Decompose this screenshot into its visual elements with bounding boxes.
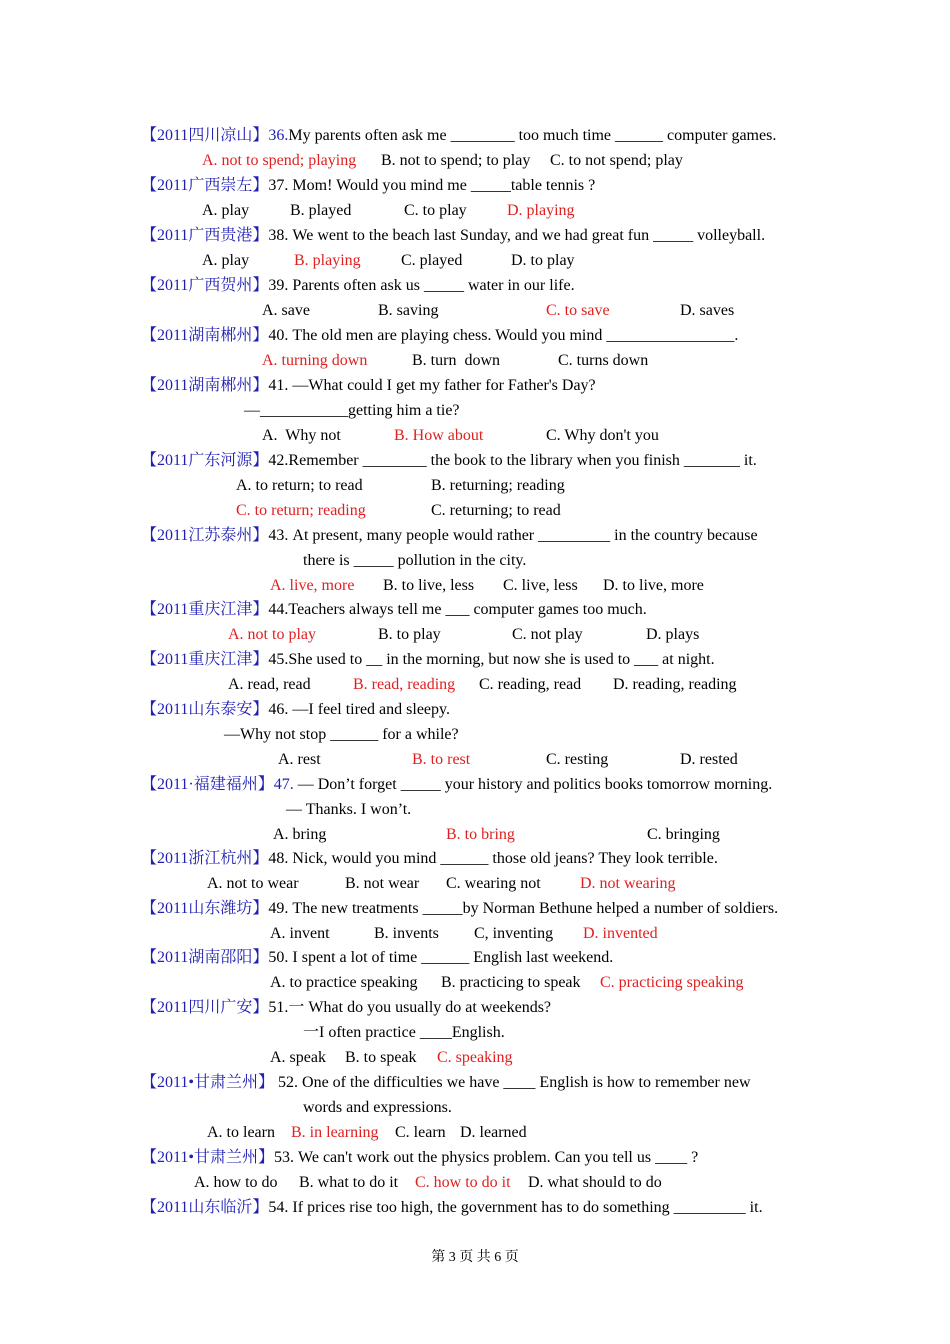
question-48-stem [141, 849, 718, 869]
question-text: 37. Mom! Would you mind me _____table tennis ? [268, 177, 596, 194]
question-source: 【2011江苏泰州】 [141, 527, 269, 544]
option: D. to live, more [603, 577, 704, 594]
option: C. turns down [558, 352, 649, 369]
question-source: 【2011•甘肃兰州】 [141, 1074, 275, 1091]
option: C. played [401, 252, 463, 269]
question-51-stem [141, 998, 551, 1018]
option: C. how to do it [415, 1174, 511, 1191]
option: B. to rest [412, 751, 471, 768]
option: C. not play [512, 626, 583, 643]
question-source: 【2011山东泰安】 [141, 701, 269, 718]
question-44-stem [141, 600, 647, 620]
option: A. not to spend; playing [202, 152, 357, 169]
question-47-stem [141, 775, 772, 795]
option: B. read, reading [353, 676, 456, 693]
option: D. not wearing [580, 875, 676, 892]
question-continuation: 一I often practice ____English. [303, 1024, 505, 1041]
option: A. speak [270, 1049, 326, 1066]
question-text: 46. —I feel tired and sleepy. [268, 701, 450, 718]
question-36-stem [141, 126, 776, 146]
question-text: — Don’t forget _____ your history and politics books tomorrow morning. [293, 776, 773, 793]
question-text: 38. We went to the beach last Sunday, and we had great fun _____ volleyball. [268, 227, 766, 244]
question-text: 44.Teachers always tell me ___ computer games too much. [268, 601, 647, 618]
option: B. to live, less [383, 577, 475, 594]
option: C. to play [404, 202, 467, 219]
option: C, inventing [474, 925, 554, 942]
option: A. save [262, 302, 310, 319]
question-continuation: there is _____ pollution in the city. [303, 552, 527, 569]
option: D. rested [680, 751, 738, 768]
question-45-stem [141, 650, 715, 670]
option: C. returning; to read [431, 502, 561, 519]
question-source: 【2011湖南郴州】 [141, 377, 269, 394]
question-source: 【2011山东潍坊】 [141, 900, 269, 917]
question-text: 43. At present, many people would rather _________ in the country because [268, 527, 758, 544]
question-source: 【2011广西贵港】 [141, 227, 269, 244]
question-text: 49. The new treatments _____by Norman Bethune helped a number of soldiers. [268, 900, 779, 917]
question-source: 【2011浙江杭州】 [141, 850, 269, 867]
option: D. playing [507, 202, 575, 219]
option: D. what should to do [528, 1174, 662, 1191]
option: A. rest [278, 751, 321, 768]
option: C. live, less [503, 577, 578, 594]
option: C. to not spend; play [550, 152, 683, 169]
option: A. play [202, 252, 250, 269]
question-46-stem [141, 700, 450, 720]
option: A. turning down [262, 352, 368, 369]
option: B. practicing to speak [441, 974, 581, 991]
option: C. speaking [437, 1049, 513, 1066]
option: A. read, read [228, 676, 311, 693]
option: B. invents [374, 925, 439, 942]
option: C. bringing [647, 826, 720, 843]
question-text: 54. If prices rise too high, the government has to do something _________ it. [268, 1199, 763, 1216]
option: A. Why not [262, 427, 341, 444]
question-43-stem [141, 526, 758, 546]
question-49-stem [141, 899, 778, 919]
option: D. reading, reading [613, 676, 737, 693]
question-text: 48. Nick, would you mind ______ those old jeans? They look terrible. [268, 850, 718, 867]
question-text: 39. Parents often ask us _____ water in our life. [268, 277, 575, 294]
option: A. bring [273, 826, 327, 843]
question-52-stem [141, 1073, 751, 1093]
question-42-stem [141, 451, 757, 471]
question-source: 【2011湖南邵阳】 [141, 949, 269, 966]
option: D. to play [511, 252, 575, 269]
option: C. reading, read [479, 676, 582, 693]
option: C. resting [546, 751, 609, 768]
question-source: 【2011山东临沂】 [141, 1199, 269, 1216]
option: C. wearing not [446, 875, 541, 892]
question-39-stem [141, 276, 575, 296]
option: A. not to play [228, 626, 316, 643]
question-source: 【2011重庆江津】 [141, 651, 269, 668]
option: B. saving [378, 302, 439, 319]
question-source: 【2011重庆江津】 [141, 601, 269, 618]
option: B. to play [378, 626, 441, 643]
question-38-stem [141, 226, 765, 246]
question-text: My parents often ask me ________ too much time ______ computer games. [288, 127, 777, 144]
option: A. to learn [207, 1124, 275, 1141]
question-continuation: — Thanks. I won’t. [286, 801, 412, 818]
question-37-stem [141, 176, 595, 196]
option: B. what to do it [299, 1174, 399, 1191]
option: B. turn down [412, 352, 500, 369]
option: D. learned [460, 1124, 527, 1141]
option: B. to bring [446, 826, 515, 843]
question-text: 50. I spent a lot of time ______ English last weekend. [268, 949, 614, 966]
option: A. to return; to read [236, 477, 363, 494]
question-text: 51.一 What do you usually do at weekends? [268, 999, 552, 1016]
option: A. play [202, 202, 250, 219]
question-source: 【2011广东河源】 [141, 452, 269, 469]
option: D. plays [646, 626, 700, 643]
option: D. invented [583, 925, 658, 942]
option: D. saves [680, 302, 735, 319]
question-text: 45.She used to __ in the morning, but now she is used to ___ at night. [268, 651, 715, 668]
question-source: 【2011广西崇左】 [141, 177, 269, 194]
question-continuation: —Why not stop ______ for a while? [224, 726, 459, 743]
option: C. practicing speaking [600, 974, 744, 991]
question-source: 【2011•甘肃兰州】 [141, 1149, 275, 1166]
option: B. playing [294, 252, 361, 269]
option: C. learn [395, 1124, 446, 1141]
page-footer: 第 3 页 共 6 页 [431, 1250, 519, 1265]
question-text: 41. —What could I get my father for Father's Day? [268, 377, 596, 394]
question-54-stem [141, 1198, 763, 1218]
option: B. returning; reading [431, 477, 565, 494]
option: A. not to wear [207, 875, 299, 892]
option: B. not wear [345, 875, 420, 892]
question-text: 53. We can't work out the physics problem. Can you tell us ____ ? [274, 1149, 699, 1166]
question-source: 【2011湖南郴州】 [141, 327, 269, 344]
question-source: 【2011四川凉山】36. [141, 127, 289, 144]
option: C. to save [546, 302, 610, 319]
option: B. to speak [345, 1049, 417, 1066]
option: C. to return; reading [236, 502, 366, 519]
question-text: 52. One of the difficulties we have ____ English is how to remember new [274, 1074, 751, 1091]
option: B. How about [394, 427, 484, 444]
question-source: 【2011广西贺州】 [141, 277, 269, 294]
option: B. played [290, 202, 352, 219]
question-53-stem [141, 1148, 698, 1168]
question-source: 【2011四川广安】 [141, 999, 269, 1016]
option: B. not to spend; to play [381, 152, 531, 169]
option: A. live, more [270, 577, 355, 594]
question-source: 【2011·福建福州】47. [141, 776, 294, 793]
option: A. how to do [194, 1174, 278, 1191]
option: A. invent [270, 925, 330, 942]
option: B. in learning [291, 1124, 379, 1141]
question-41-stem [141, 376, 596, 396]
question-continuation: words and expressions. [303, 1099, 452, 1116]
option: C. Why don't you [546, 427, 659, 444]
option: A. to practice speaking [270, 974, 418, 991]
question-50-stem [141, 948, 613, 968]
question-text: 40. The old men are playing chess. Would you mind ________________. [268, 327, 739, 344]
question-text: 42.Remember ________ the book to the library when you finish _______ it. [268, 452, 757, 469]
question-40-stem [141, 326, 738, 346]
question-continuation: —___________getting him a tie? [244, 402, 460, 419]
